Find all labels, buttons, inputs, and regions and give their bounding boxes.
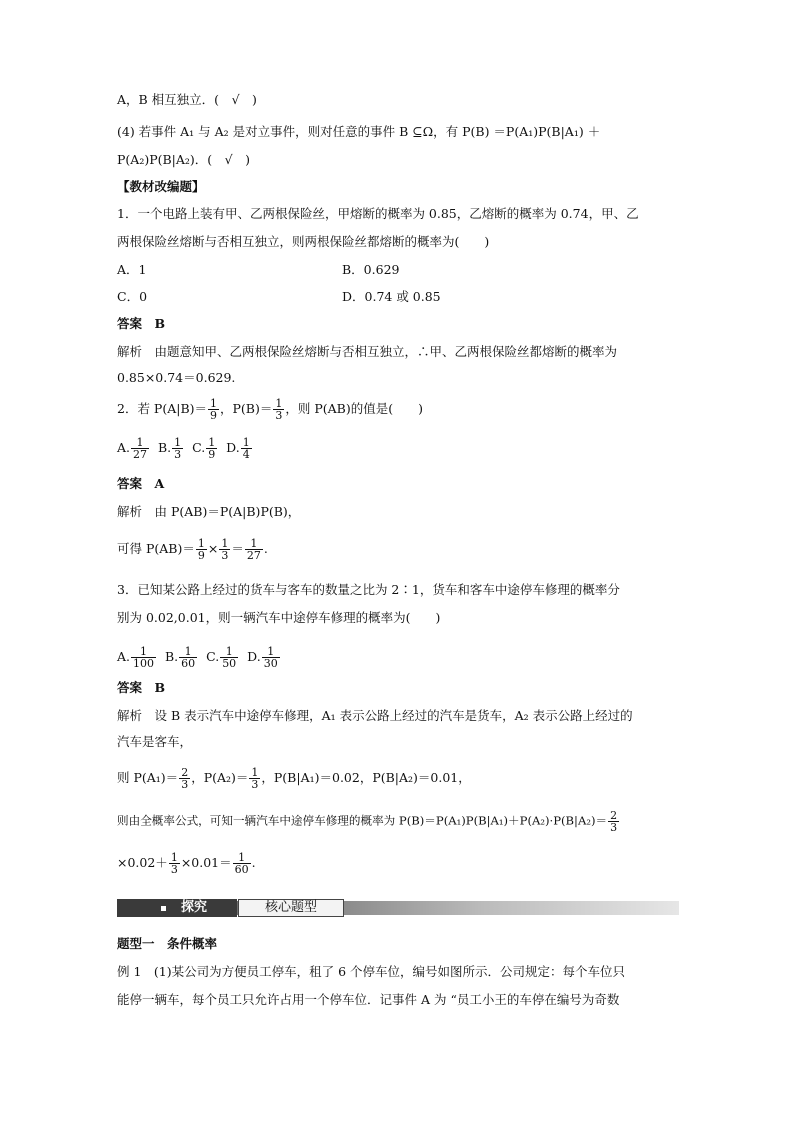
fraction: $\frac{1}{4}$ [242, 436, 250, 461]
fraction: $\frac{1}{27}$ [246, 537, 261, 562]
text-line: P(A₂)P(B|A₂)．( √ ) [117, 152, 251, 167]
banner-dark-tab: 探究 [117, 899, 237, 917]
fraction: $\frac{1}{3}$ [251, 766, 259, 791]
q2-explanation: 解析 由 P(AB)＝P(A|B)P(B)， [117, 504, 301, 519]
section-heading: 【教材改编题】 [117, 179, 205, 194]
q2-explanation: 可得 P(AB)＝ $\frac{1}{9}$ × $\frac{1}{3}$ ＝ $\frac{1}{27}$ . [117, 537, 268, 562]
text-line: A，B 相互独立．( √ ) [117, 92, 257, 107]
question-1-text: 两根保险丝熔断与否相互独立，则两根保险丝都熔断的概率为( ) [117, 234, 490, 249]
question-3-text: 别为 0.02,0.01，则一辆汽车中途停车修理的概率为( ) [117, 610, 441, 625]
banner-light-tab: 核心题型 [238, 899, 344, 917]
question-1-text: 1．一个电路上装有甲、乙两根保险丝，甲熔断的概率为 0.85，乙熔断的概率为 0.74，甲、乙 [117, 206, 639, 221]
q3-answer: 答案 B [117, 680, 166, 695]
fraction: $\frac{1}{9}$ [210, 397, 218, 422]
fraction: $\frac{1}{30}$ [263, 645, 278, 670]
fraction: $\frac{1}{60}$ [234, 851, 249, 876]
fraction: $\frac{1}{27}$ [133, 436, 148, 461]
q1-explanation: 解析 由题意知甲、乙两根保险丝熔断与否相互独立，∴甲、乙两根保险丝都熔断的概率为 [117, 344, 618, 359]
q3-explanation: 则 P(A₁)＝ $\frac{2}{3}$ ，P(A₂)＝ $\frac{1}{3}$ ，P(B|A₁)＝0.02，P(B|A₂)＝0.01， [117, 766, 471, 791]
q2-options: A. $\frac{1}{27}$ B. $\frac{1}{3}$ C. $\frac{1}{9}$ D. $\frac{1}{4}$ [117, 436, 250, 461]
q3-explanation: ×0.02＋ $\frac{1}{3}$ ×0.01＝ $\frac{1}{60}$ . [117, 851, 256, 876]
fraction: $\frac{1}{100}$ [133, 645, 155, 670]
q1-explanation: 0.85×0.74＝0.629. [117, 370, 236, 385]
q3-options: A. $\frac{1}{100}$ B. $\frac{1}{60}$ C. $\frac{1}{50}$ D. $\frac{1}{30}$ [117, 645, 278, 670]
fraction: $\frac{1}{3}$ [275, 397, 283, 422]
fraction: $\frac{1}{60}$ [181, 645, 196, 670]
fraction: $\frac{1}{3}$ [174, 436, 182, 461]
q1-option-b: B．0.629 [342, 262, 400, 277]
text-line: (4) 若事件 A₁ 与 A₂ 是对立事件，则对任意的事件 B ⊆Ω，有 P(B) ＝P(A₁)P(B|A₁) ＋ [117, 124, 601, 139]
section-banner [117, 898, 679, 918]
q3-explanation: 汽车是客车， [117, 734, 193, 749]
question-3-text: 3．已知某公路上经过的货车与客车的数量之比为 2∶1，货车和客车中途停车修理的概率分 [117, 582, 620, 597]
q3-explanation: 则由全概率公式，可知一辆汽车中途停车修理的概率为 P(B)＝P(A₁)P(B|A₁)＋P(A₂)·P(B|A₂)＝ $\frac{2}{3}$ [117, 809, 618, 834]
square-bullet-icon [161, 906, 166, 911]
fraction: $\frac{1}{9}$ [197, 537, 205, 562]
fraction: $\frac{2}{3}$ [610, 809, 618, 834]
example-1-text: 例 1 (1)某公司为方便员工停车，租了 6 个停车位，编号如图所示．公司规定：每个车位只 [117, 964, 626, 979]
fraction: $\frac{2}{3}$ [181, 766, 189, 791]
q2-answer: 答案 A [117, 476, 165, 491]
example-1-text: 能停一辆车，每个员工只允许占用一个停车位．记事件 A 为 “员工小王的车停在编号为奇数 [117, 992, 620, 1007]
fraction: $\frac{1}{3}$ [170, 851, 178, 876]
q1-answer: 答案 B [117, 316, 166, 331]
fraction: $\frac{1}{9}$ [208, 436, 216, 461]
q1-option-a: A．1 [117, 262, 147, 277]
q1-option-c: C．0 [117, 289, 148, 304]
q3-explanation: 解析 设 B 表示汽车中途停车修理，A₁ 表示公路上经过的汽车是货车，A₂ 表示公路上经过的 [117, 708, 633, 723]
q1-option-d: D．0.74 或 0.85 [342, 289, 441, 304]
fraction: $\frac{1}{50}$ [222, 645, 237, 670]
fraction: $\frac{1}{3}$ [221, 537, 229, 562]
question-type-heading: 题型一 条件概率 [117, 936, 218, 951]
question-2-text: 2．若 P(A|B)＝ $\frac{1}{9}$ ，P(B)＝ $\frac{1}{3}$ ，则 P(AB)的值是( ) [117, 397, 423, 422]
